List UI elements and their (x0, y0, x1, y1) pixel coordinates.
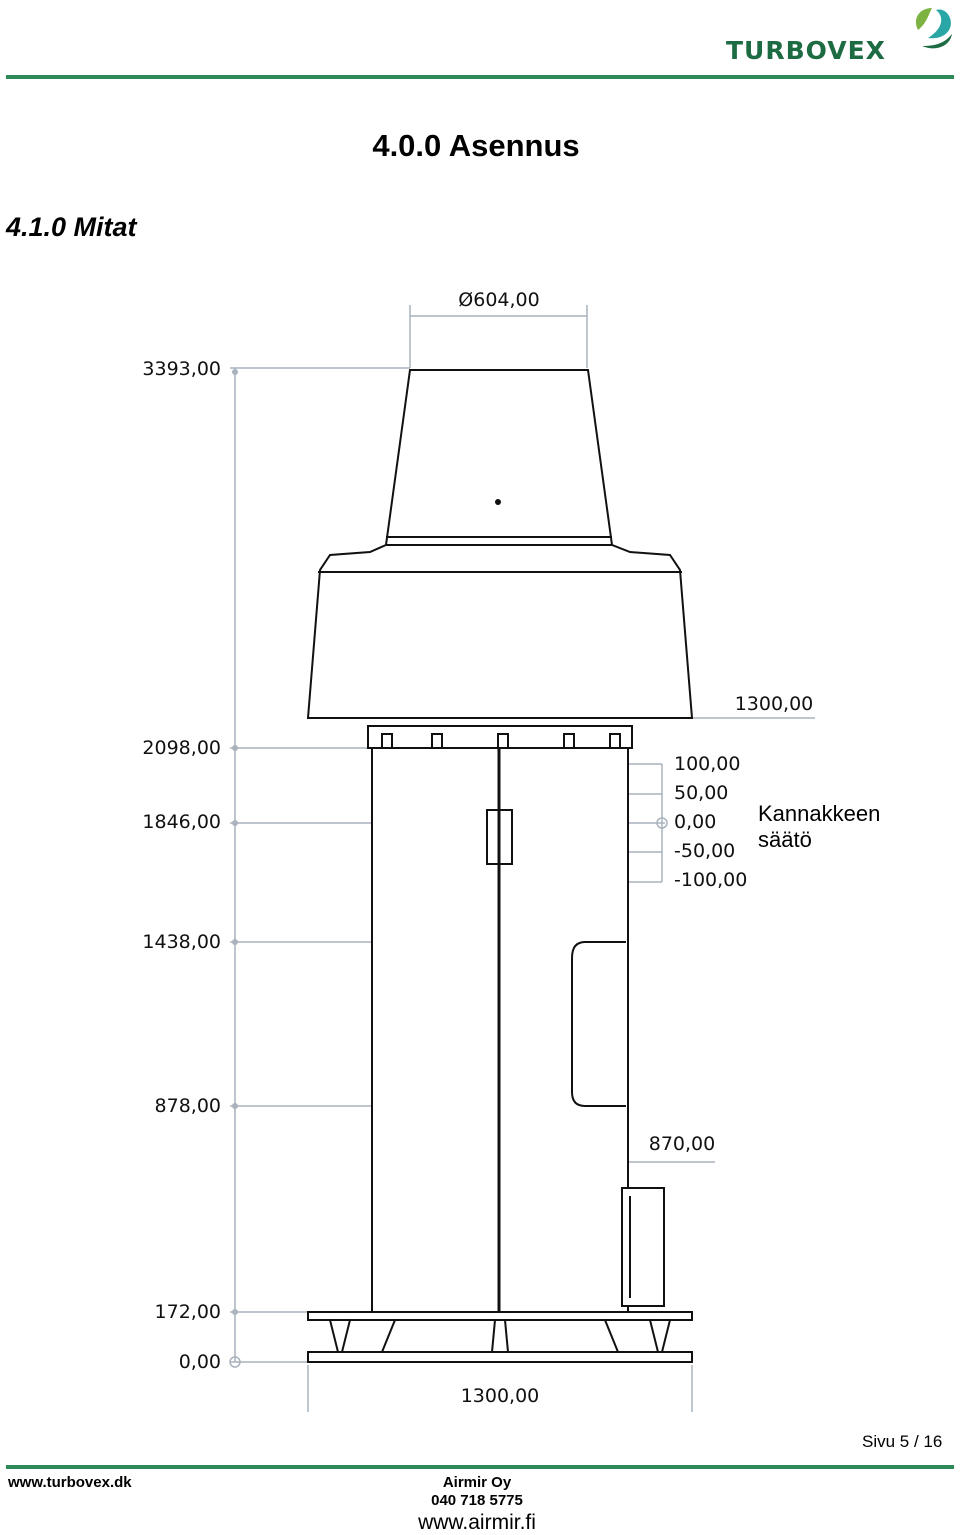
header-divider (6, 75, 954, 79)
dim-base-width: 1300,00 (460, 1385, 540, 1407)
dim-bracket-offset: 0,00 (674, 811, 717, 833)
dim-bracket-offset: 100,00 (674, 753, 741, 775)
section-title: 4.1.0 Mitat (6, 212, 137, 242)
dim-bracket-offset: -50,00 (674, 840, 736, 862)
note-line: Kannakkeen (758, 801, 881, 826)
footer-contact (380, 1474, 574, 1510)
dim-height-total: 3393,00 (142, 358, 221, 380)
page-number: Sivu 5 / 16 (862, 1432, 943, 1451)
dim-height-base: 172,00 (154, 1301, 221, 1323)
footer-divider (6, 1465, 954, 1469)
dim-height-zero: 0,00 (178, 1351, 221, 1373)
note-line: säätö (758, 827, 812, 852)
brand-logo: TURBOVEX (726, 36, 886, 65)
footer-company: Airmir Oy (442, 1474, 512, 1491)
page-title: 4.0.0 Asennus (372, 128, 580, 163)
dim-bracket-offset: 50,00 (674, 782, 729, 804)
footer-url[interactable]: www.airmir.fi (418, 1511, 536, 1534)
dim-height-panel-top: 1438,00 (142, 931, 221, 953)
dim-head-width: 1300,00 (734, 693, 814, 715)
dim-bracket-offset: -100,00 (674, 869, 748, 891)
bracket-adjustment-note (758, 801, 948, 853)
dim-height-collar: 2098,00 (142, 737, 221, 759)
dim-height-bracket: 1846,00 (142, 811, 221, 833)
dim-top-diameter: Ø604,00 (458, 289, 540, 311)
dim-body-width: 870,00 (648, 1133, 716, 1155)
footer-website[interactable]: www.turbovex.dk (8, 1474, 132, 1491)
dim-height-panel-bottom: 878,00 (154, 1095, 221, 1117)
footer-phone: 040 718 5775 (431, 1492, 523, 1509)
